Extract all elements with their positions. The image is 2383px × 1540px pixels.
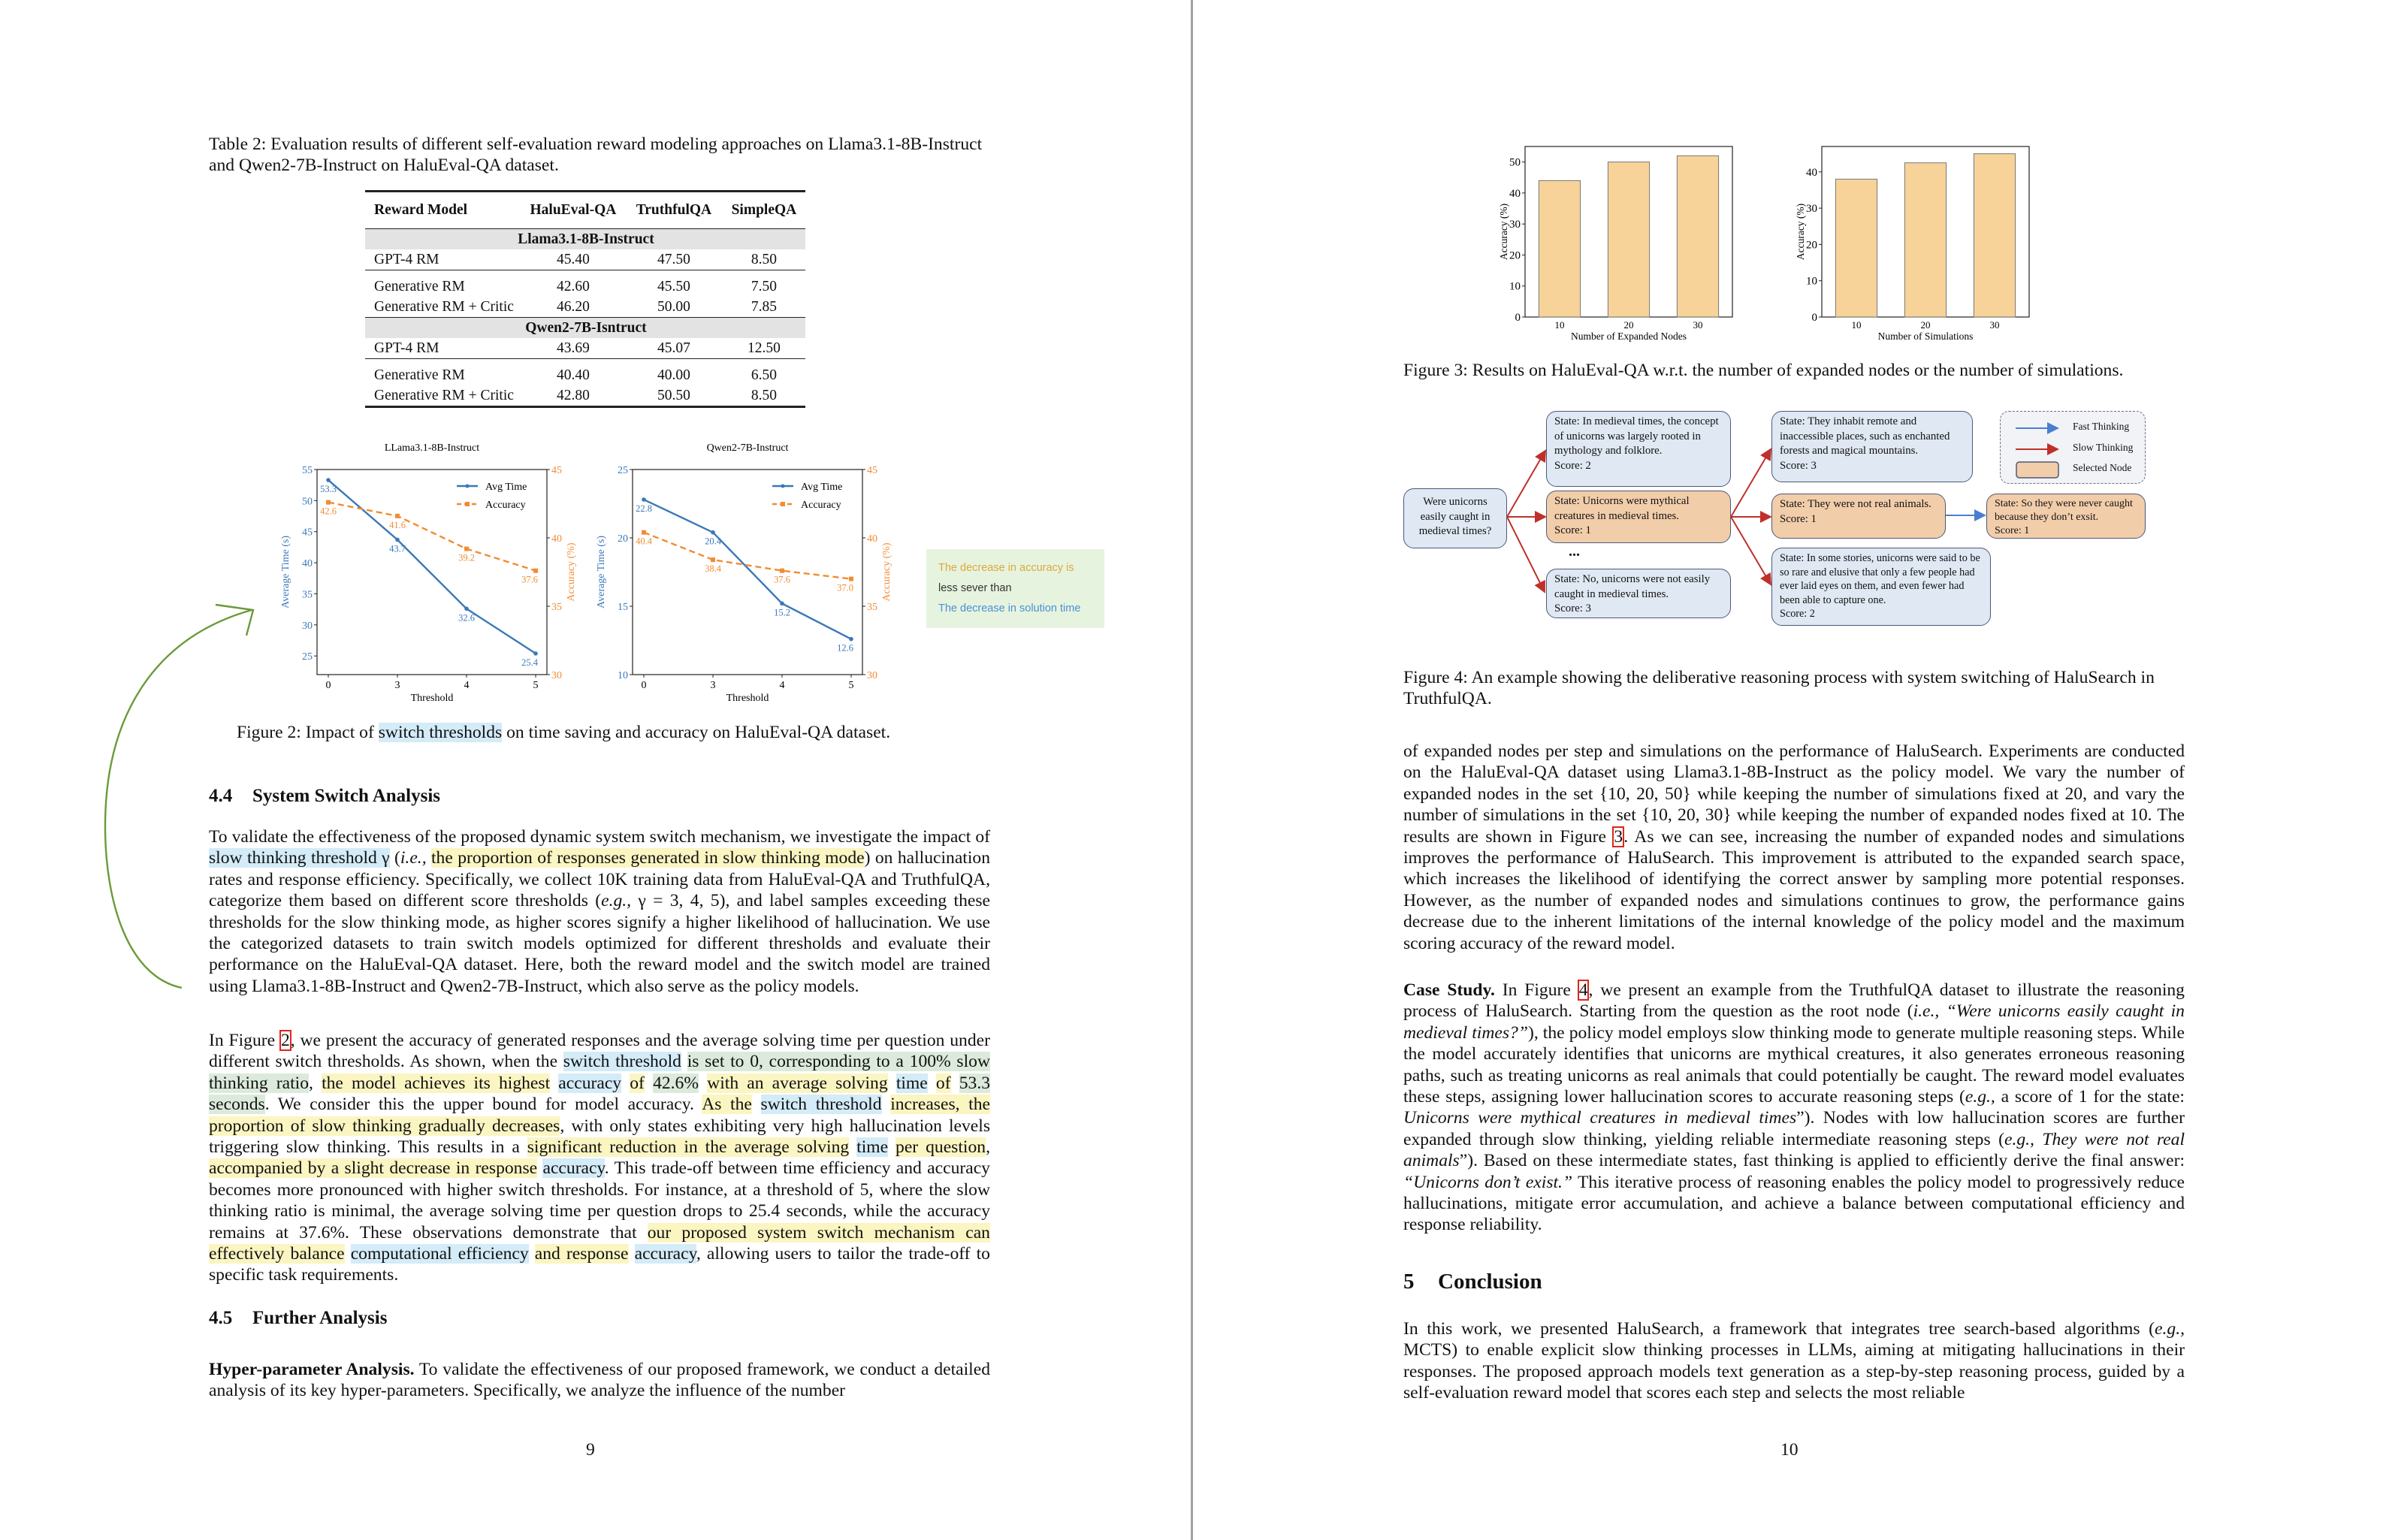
data-label: 37.6 xyxy=(774,574,790,585)
cell: 46.20 xyxy=(556,298,590,315)
figure-4-link[interactable]: 4 xyxy=(1578,980,1588,1000)
text-run: time xyxy=(896,1073,928,1093)
x-tick-label: 10 xyxy=(1851,319,1862,331)
text-run: significant reduction in the average solving xyxy=(527,1137,850,1158)
data-label: 39.2 xyxy=(458,552,475,563)
bar xyxy=(1539,180,1580,317)
text-run xyxy=(849,1137,856,1157)
figure-2-link[interactable]: 2 xyxy=(280,1031,290,1050)
bar xyxy=(1974,154,2015,317)
text-run: of xyxy=(630,1073,645,1093)
legend-label: Avg Time xyxy=(801,482,843,493)
table-2-caption: Table 2: Evaluation results of different self-evaluation reward modeling approaches on Llama3.1-8B-Instruct and Qwen2-7B-Instruct on HaluEval-QA dataset. xyxy=(209,134,983,176)
data-label: 38.4 xyxy=(705,563,721,575)
bar xyxy=(1677,156,1718,317)
series-line-avg-time xyxy=(644,500,851,639)
text-run xyxy=(882,1095,891,1114)
section-title: System Switch Analysis xyxy=(252,786,441,806)
data-point xyxy=(464,547,469,551)
cell: 12.50 xyxy=(747,340,781,356)
text-run: This iterative process of reasoning enables the policy model to progressively reduce hallucinations, mitigate error accumulation, and achieve a balance between computational efficiency and response reliability. xyxy=(1403,1172,2185,1235)
text-run xyxy=(951,1073,959,1093)
text-run: the proportion of responses generated in slow thinking mode xyxy=(431,848,865,868)
table-row xyxy=(365,359,805,386)
data-label: 42.6 xyxy=(320,506,337,517)
data-label: 15.2 xyxy=(774,607,790,618)
cell: 7.50 xyxy=(751,278,777,294)
text-run: increases, the proportion of slow thinking gradually decreases xyxy=(209,1095,990,1136)
y2-tick-label: 30 xyxy=(867,670,877,681)
y-tick-label: 40 xyxy=(302,558,313,570)
y-tick-label: 25 xyxy=(618,465,628,476)
legend-selected: Selected Node xyxy=(2073,462,2132,473)
legend-fast: Fast Thinking xyxy=(2073,421,2130,432)
text-run: ) on hallucination rates and response efficiency. Specifically, we collect 10K training data from HaluEval-QA and TruthfulQA, categorize them based on different score thresholds ( xyxy=(209,848,990,911)
cell: 8.50 xyxy=(751,387,777,403)
text-run: 53.3 seconds xyxy=(209,1073,991,1115)
annotation-line-accuracy: The decrease in accuracy is xyxy=(938,562,1074,574)
data-point xyxy=(849,637,853,642)
cell: GPT-4 RM xyxy=(374,251,439,267)
legend-marker xyxy=(781,485,785,488)
y2-tick-label: 45 xyxy=(551,465,562,476)
text-run xyxy=(529,1244,535,1264)
y-axis-label: Accuracy (%) xyxy=(1795,203,1806,261)
text-run: ”). Based on these intermediate states, fast thinking is applied to efficiently derive the final answer: xyxy=(1459,1151,2185,1171)
x-tick-label: 3 xyxy=(394,680,400,691)
state-node: State: No, unicorns were not easily caught in medieval times. Score: 3 xyxy=(1546,569,1731,618)
text-run: , we present the accuracy of generated responses and the average solving time per question under different switch thresholds. As shown, when the xyxy=(209,1031,990,1072)
y-tick-label: 30 xyxy=(302,620,313,632)
text-run: . We consider this the upper bound for model accuracy. xyxy=(264,1095,702,1115)
y2-axis-label: Accuracy (%) xyxy=(881,542,892,602)
y2-tick-label: 35 xyxy=(867,602,877,613)
text-run xyxy=(629,1244,635,1264)
text-run: and response xyxy=(534,1244,629,1264)
text-run xyxy=(550,1073,558,1093)
data-label: 43.7 xyxy=(389,543,406,554)
text-run: In this work, we presented HaluSearch, a framework that integrates tree search-based algorithms ( xyxy=(1403,1319,2155,1339)
bar xyxy=(1904,163,1946,317)
data-point xyxy=(642,530,646,535)
y-tick-label: 0 xyxy=(1811,312,1817,324)
text-run: In Figure xyxy=(209,1031,280,1050)
table-group-row xyxy=(365,318,805,339)
state-node-selected: State: They were not real animals. Score: 1 xyxy=(1771,494,1946,539)
y-tick-label: 0 xyxy=(1515,312,1521,324)
text-run: γ = 3, 4, 5), and label samples exceeding these thresholds for the slow thinking mode, as higher scores signify a higher likelihood of hallucination. We use the categorized datasets to train switch models optimized for different thresholds and evaluate their performance on the HaluEval-QA dataset. Here, both the reward model and the switch model are trained using Llama3.1-8B-Instruct and Qwen2-7B-Instruct, which also serve as the policy models. xyxy=(209,891,990,996)
text-run: slow thinking threshold γ xyxy=(209,848,390,868)
page-number: 9 xyxy=(586,1440,595,1460)
chart-title: Qwen2-7B-Instruct xyxy=(706,442,789,454)
text-run xyxy=(621,1073,630,1093)
y-tick-label: 20 xyxy=(618,533,628,545)
page-number: 10 xyxy=(1780,1440,1799,1460)
text-run: . This trade-off between time efficiency and accuracy becomes more pronounced with higher switch thresholds. For instance, at a threshold of 5, where the slow thinking ratio is minimal, the average solving time per question drops to 25.4 seconds, while the accuracy remains at 37.6%. These observations demonstrate that xyxy=(209,1158,990,1243)
x-axis-label: Number of Expanded Nodes xyxy=(1570,331,1687,342)
annotation-note xyxy=(926,549,1104,628)
x-tick-label: 4 xyxy=(779,680,785,691)
text-run: computational efficiency xyxy=(350,1244,529,1264)
cell: GPT-4 RM xyxy=(374,340,439,356)
cell: 6.50 xyxy=(751,367,777,383)
data-point xyxy=(533,569,538,573)
table-row xyxy=(365,249,805,270)
y-tick-label: 35 xyxy=(302,589,313,601)
ellipsis: ... xyxy=(1569,543,1580,560)
x-tick-label: 0 xyxy=(641,680,647,691)
text-run: Case Study. xyxy=(1403,980,1495,1000)
text-run: accuracy xyxy=(558,1073,622,1093)
x-tick-label: 5 xyxy=(848,680,854,691)
data-label: 12.6 xyxy=(837,642,853,654)
group-label: Llama3.1-8B-Instruct xyxy=(365,229,805,250)
text-run: is set to 0, corresponding to a 100% slow thinking ratio xyxy=(209,1052,990,1093)
text-run: per question xyxy=(896,1137,986,1158)
state-node-final: State: So they were never caught because they don’t exsit. Score: 1 xyxy=(1986,494,2146,539)
cell: Generative RM xyxy=(374,278,465,294)
cell: 43.69 xyxy=(556,340,590,356)
y-tick-label: 55 xyxy=(302,465,313,476)
text-run xyxy=(752,1095,761,1114)
y2-axis-label: Accuracy (%) xyxy=(566,542,577,602)
x-tick-label: 5 xyxy=(533,680,539,691)
text-run: , allowing users to tailor the trade-off to specific task requirements. xyxy=(209,1244,990,1285)
y-tick-label: 45 xyxy=(302,527,313,539)
table-row xyxy=(365,270,805,297)
caption-text: Figure 2: Impact of xyxy=(237,723,379,742)
figure-2-caption xyxy=(237,722,890,743)
text-run: “Unicorns don’t exist.” xyxy=(1403,1172,1573,1192)
data-point xyxy=(326,478,331,482)
figure-4-caption: Figure 4: An example showing the deliberative reasoning process with system switching of HaluSearch in TruthfulQA. xyxy=(1403,668,2155,709)
y2-tick-label: 40 xyxy=(867,533,877,545)
chart-title: LLama3.1-8B-Instruct xyxy=(384,442,480,454)
cell: 45.50 xyxy=(657,278,690,294)
state-node: State: In medieval times, the concept of unicorns was largely rooted in mythology and folklore. Score: 2 xyxy=(1546,411,1731,487)
text-run: i.e., “Were unicorns easily caught in medieval times?” xyxy=(1403,1001,2185,1043)
data-point xyxy=(395,514,400,518)
legend-label: Accuracy xyxy=(801,500,841,511)
paragraph-system-switch-2 xyxy=(209,1030,990,1286)
col-header: Reward Model xyxy=(374,202,468,218)
section-4-4-heading xyxy=(209,786,440,807)
y-tick-label: 15 xyxy=(618,602,628,613)
text-run xyxy=(888,1137,896,1157)
data-point xyxy=(464,607,469,611)
cell: Generative RM + Critic xyxy=(374,387,514,403)
cell: 42.60 xyxy=(556,278,590,294)
text-run: 42.6% xyxy=(653,1073,699,1093)
y-tick-label: 50 xyxy=(1509,156,1521,169)
group-label: Qwen2-7B-Isntruct xyxy=(365,318,805,339)
text-run: a score of 1 for the state: xyxy=(1995,1087,2185,1107)
bar xyxy=(1835,179,1877,317)
annotation-line-time: The decrease in solution time xyxy=(938,602,1081,614)
y2-tick-label: 30 xyxy=(551,670,562,681)
col-header: SimpleQA xyxy=(731,202,797,218)
cell: Generative RM + Critic xyxy=(374,298,514,315)
legend-marker xyxy=(465,502,470,506)
section-title: Further Analysis xyxy=(252,1308,388,1328)
diagram-legend xyxy=(2000,411,2146,484)
y-tick-label: 30 xyxy=(1806,203,1817,216)
section-5-heading xyxy=(1403,1270,1542,1294)
line-chart-qwen xyxy=(593,436,917,706)
data-point xyxy=(849,577,853,581)
state-node: State: In some stories, unicorns were said to be so rare and elusive that only a few people had ever laid eyes on them, and even fewer had been able to capture one. Score: 2 xyxy=(1771,548,1991,626)
paragraph-case-study xyxy=(1403,980,2185,1236)
text-run: time xyxy=(856,1137,889,1158)
text-run: MCTS) to enable explicit slow thinking processes in LLMs, aiming at mitigating hallucinations in their responses. The proposed approach models text generation as a step-by-step reasoning process, guided by a self-evaluation reward model that scores each step and selects the most reliable xyxy=(1403,1340,2185,1403)
section-number: 4.5 xyxy=(209,1308,233,1328)
annotation-line-middle: less sever than xyxy=(938,582,1012,594)
data-label: 37.6 xyxy=(521,574,538,585)
section-4-5-heading xyxy=(209,1308,387,1329)
y-tick-label: 10 xyxy=(1509,280,1521,293)
data-point xyxy=(711,530,715,535)
text-run: . As we can see, increasing the number of expanded nodes and simulations improves the performance of HaluSearch. This improvement is attributed to the expanded search space, which increases the likelihood of identifying the correct answer by sampling more potential responses. However, as the number of expanded nodes and simulations continues to grow, the performance gains decrease due to the inherent limitations of the internal knowledge of the policy model and the maximum scoring accuracy of the reward model. xyxy=(1403,826,2185,953)
section-number: 5 xyxy=(1403,1270,1415,1294)
data-label: 22.8 xyxy=(636,503,652,515)
text-run: of xyxy=(935,1073,951,1093)
figure-3-caption: Figure 3: Results on HaluEval-QA w.r.t. the number of expanded nodes or the number of simulations. xyxy=(1403,361,2124,380)
text-run: the model achieves its highest xyxy=(322,1073,551,1093)
y-tick-label: 40 xyxy=(1509,187,1521,200)
cell: 50.50 xyxy=(657,387,690,403)
text-run xyxy=(888,1073,896,1093)
y-tick-label: 20 xyxy=(1509,249,1521,262)
y-tick-label: 40 xyxy=(1806,166,1817,179)
y-tick-label: 50 xyxy=(302,496,313,508)
table-group-row xyxy=(365,229,805,250)
table-row xyxy=(365,297,805,318)
text-run: ( xyxy=(389,848,400,868)
cell: 47.50 xyxy=(657,251,690,267)
y-axis-label: Average Time (s) xyxy=(596,536,607,608)
cell: 45.40 xyxy=(556,251,590,267)
y2-tick-label: 35 xyxy=(551,602,562,613)
x-axis-label: Threshold xyxy=(410,693,454,704)
caption-highlight: switch thresholds xyxy=(378,723,503,742)
text-run: e.g., xyxy=(601,891,632,911)
text-run: of expanded nodes per step and simulations on the performance of HaluSearch. Experiments are conducted on the HaluEval-QA dataset using Llama3.1-8B-Instruct as the policy model. We vary the number of expanded nodes in the set {10, 20, 50} while keeping the number of simulations fixed at 20, and vary the number of simulations in the set {10, 20, 30} while keeping the number of expanded nodes fixed at 10. The results are shown in Figure xyxy=(1403,741,2185,847)
y-axis-label: Average Time (s) xyxy=(280,536,291,608)
x-axis-label: Number of Simulations xyxy=(1877,331,1974,342)
table-row xyxy=(365,385,805,407)
state-node-selected: State: Unicorns were mythical creatures in medieval times. Score: 1 xyxy=(1546,491,1731,543)
x-tick-label: 0 xyxy=(325,680,331,691)
legend-label: Accuracy xyxy=(485,500,526,511)
x-tick-label: 10 xyxy=(1554,319,1565,331)
series-line-accuracy xyxy=(644,533,851,579)
data-label: 20.4 xyxy=(705,536,721,547)
data-point xyxy=(326,500,331,505)
data-label: 53.3 xyxy=(320,484,337,495)
text-run: , xyxy=(309,1073,322,1093)
data-label: 25.4 xyxy=(521,657,538,668)
selected-node-swatch-icon xyxy=(2016,462,2058,478)
table-2 xyxy=(365,190,805,408)
table-row xyxy=(365,338,805,359)
data-point xyxy=(780,569,784,573)
root-question-node: Were unicorns easily caught in medieval times? xyxy=(1403,488,1507,548)
text-run: Hyper-parameter Analysis. xyxy=(209,1360,415,1379)
text-run: with an average solving xyxy=(707,1073,888,1093)
cell: Generative RM xyxy=(374,367,465,383)
y2-tick-label: 40 xyxy=(551,533,562,545)
text-run: accompanied by a slight decrease in response xyxy=(209,1158,538,1179)
text-run: , with only states exhibiting very high hallucination levels triggering slow thinking. This results in a xyxy=(209,1116,990,1158)
x-tick-label: 4 xyxy=(464,680,470,691)
text-run: switch threshold xyxy=(563,1052,681,1072)
paragraph-conclusion xyxy=(1403,1318,2185,1404)
y-tick-label: 10 xyxy=(1806,275,1817,288)
col-header: TruthfulQA xyxy=(636,202,712,218)
state-node: State: They inhabit remote and inaccessible places, such as enchanted forests and magical mountains. Score: 3 xyxy=(1771,411,1973,482)
text-run: accuracy xyxy=(542,1158,605,1179)
bar-chart-simulations xyxy=(1792,131,2070,349)
text-run: , we present an example from the TruthfulQA dataset to illustrate the reasoning process of HaluSearch. Starting from the question as the root node ( xyxy=(1403,980,2185,1022)
text-run xyxy=(681,1052,687,1071)
text-run xyxy=(645,1073,653,1093)
text-run: In Figure xyxy=(1494,980,1578,1000)
text-run: i.e., xyxy=(400,848,427,868)
data-point xyxy=(780,602,784,606)
x-tick-label: 20 xyxy=(1920,319,1931,331)
x-axis-label: Threshold xyxy=(726,693,769,704)
y-tick-label: 30 xyxy=(1509,219,1521,231)
caption-text: on time saving and accuracy on HaluEval-QA dataset. xyxy=(502,723,891,742)
x-tick-label: 30 xyxy=(1989,319,2000,331)
text-run xyxy=(928,1073,936,1093)
y-tick-label: 25 xyxy=(302,651,313,663)
y2-tick-label: 45 xyxy=(867,465,877,476)
bar xyxy=(1608,162,1649,317)
table-header-row xyxy=(365,192,805,229)
text-run: e.g., They were not real animals xyxy=(1403,1129,2185,1171)
line-chart-llama xyxy=(278,436,593,706)
text-run xyxy=(345,1244,351,1264)
text-run: ”). Nodes with low hallucination scores are further expanded through slow thinking, yielding reliable intermediate reasoning steps ( xyxy=(1403,1108,2185,1149)
text-run: accuracy xyxy=(634,1244,696,1264)
page-9 xyxy=(0,0,1191,1540)
text-run: To validate the effectiveness of the proposed dynamic system switch mechanism, we investigate the impact of xyxy=(209,827,990,847)
data-label: 40.4 xyxy=(636,536,652,547)
figure-3-link[interactable]: 3 xyxy=(1614,826,1623,847)
cell: 40.00 xyxy=(657,367,690,383)
data-label: 32.6 xyxy=(458,612,475,624)
data-point xyxy=(642,497,646,502)
y-axis-label: Accuracy (%) xyxy=(1498,203,1509,261)
series-line-accuracy xyxy=(328,503,536,571)
text-run: ), the policy model employs slow thinking mode to generate multiple reasoning steps. While the model accurately identifies that unicorns are mythical creatures, it also generates erroneous reasoning paths, such as treating unicorns as real animals that could potentially be caught. The reward model evaluates these steps, assigning lower hallucination scores to accurate reasoning steps ( xyxy=(1403,1022,2185,1107)
text-run: , xyxy=(986,1137,990,1158)
paragraph-hyper-parameter-cont xyxy=(1403,741,2185,954)
legend-marker xyxy=(466,485,470,488)
text-run: As the xyxy=(702,1095,752,1115)
text-run: e.g., xyxy=(2155,1319,2185,1339)
cell: 40.40 xyxy=(556,367,590,383)
bar-chart-expanded-nodes xyxy=(1495,131,1773,349)
x-tick-label: 30 xyxy=(1693,319,1703,331)
paragraph-hyper-parameter xyxy=(209,1359,990,1402)
y-tick-label: 10 xyxy=(618,670,628,681)
data-label: 41.6 xyxy=(389,519,406,530)
text-run xyxy=(699,1073,707,1093)
figure-4-diagram xyxy=(1397,406,2186,631)
text-run: our proposed system switch mechanism can effectively balance xyxy=(209,1222,990,1264)
text-run: To validate the effectiveness of our proposed framework, we conduct a detailed analysis of its key hyper-parameters. Specifically, we analyze the influence of the number xyxy=(209,1360,990,1401)
paragraph-system-switch-1 xyxy=(209,826,990,997)
section-title: Conclusion xyxy=(1438,1270,1542,1294)
data-label: 37.0 xyxy=(837,582,853,593)
x-tick-label: 3 xyxy=(710,680,716,691)
data-point xyxy=(533,651,538,656)
legend-slow: Slow Thinking xyxy=(2073,442,2134,453)
cell: 7.85 xyxy=(751,298,777,315)
cell: 42.80 xyxy=(556,387,590,403)
section-number: 4.4 xyxy=(209,786,233,806)
text-run: switch threshold xyxy=(760,1095,882,1115)
legend-marker xyxy=(781,502,785,506)
data-point xyxy=(711,557,715,562)
cell: 45.07 xyxy=(657,340,690,356)
text-run: e.g., xyxy=(1965,1087,1995,1107)
data-point xyxy=(395,538,400,542)
cell: 50.00 xyxy=(657,298,690,315)
x-tick-label: 20 xyxy=(1623,319,1634,331)
y-tick-label: 20 xyxy=(1806,239,1817,252)
cell: 8.50 xyxy=(751,251,777,267)
legend-label: Avg Time xyxy=(485,482,527,493)
text-run: Unicorns were mythical creatures in medieval times xyxy=(1403,1108,1797,1128)
col-header: HaluEval-QA xyxy=(530,202,617,218)
